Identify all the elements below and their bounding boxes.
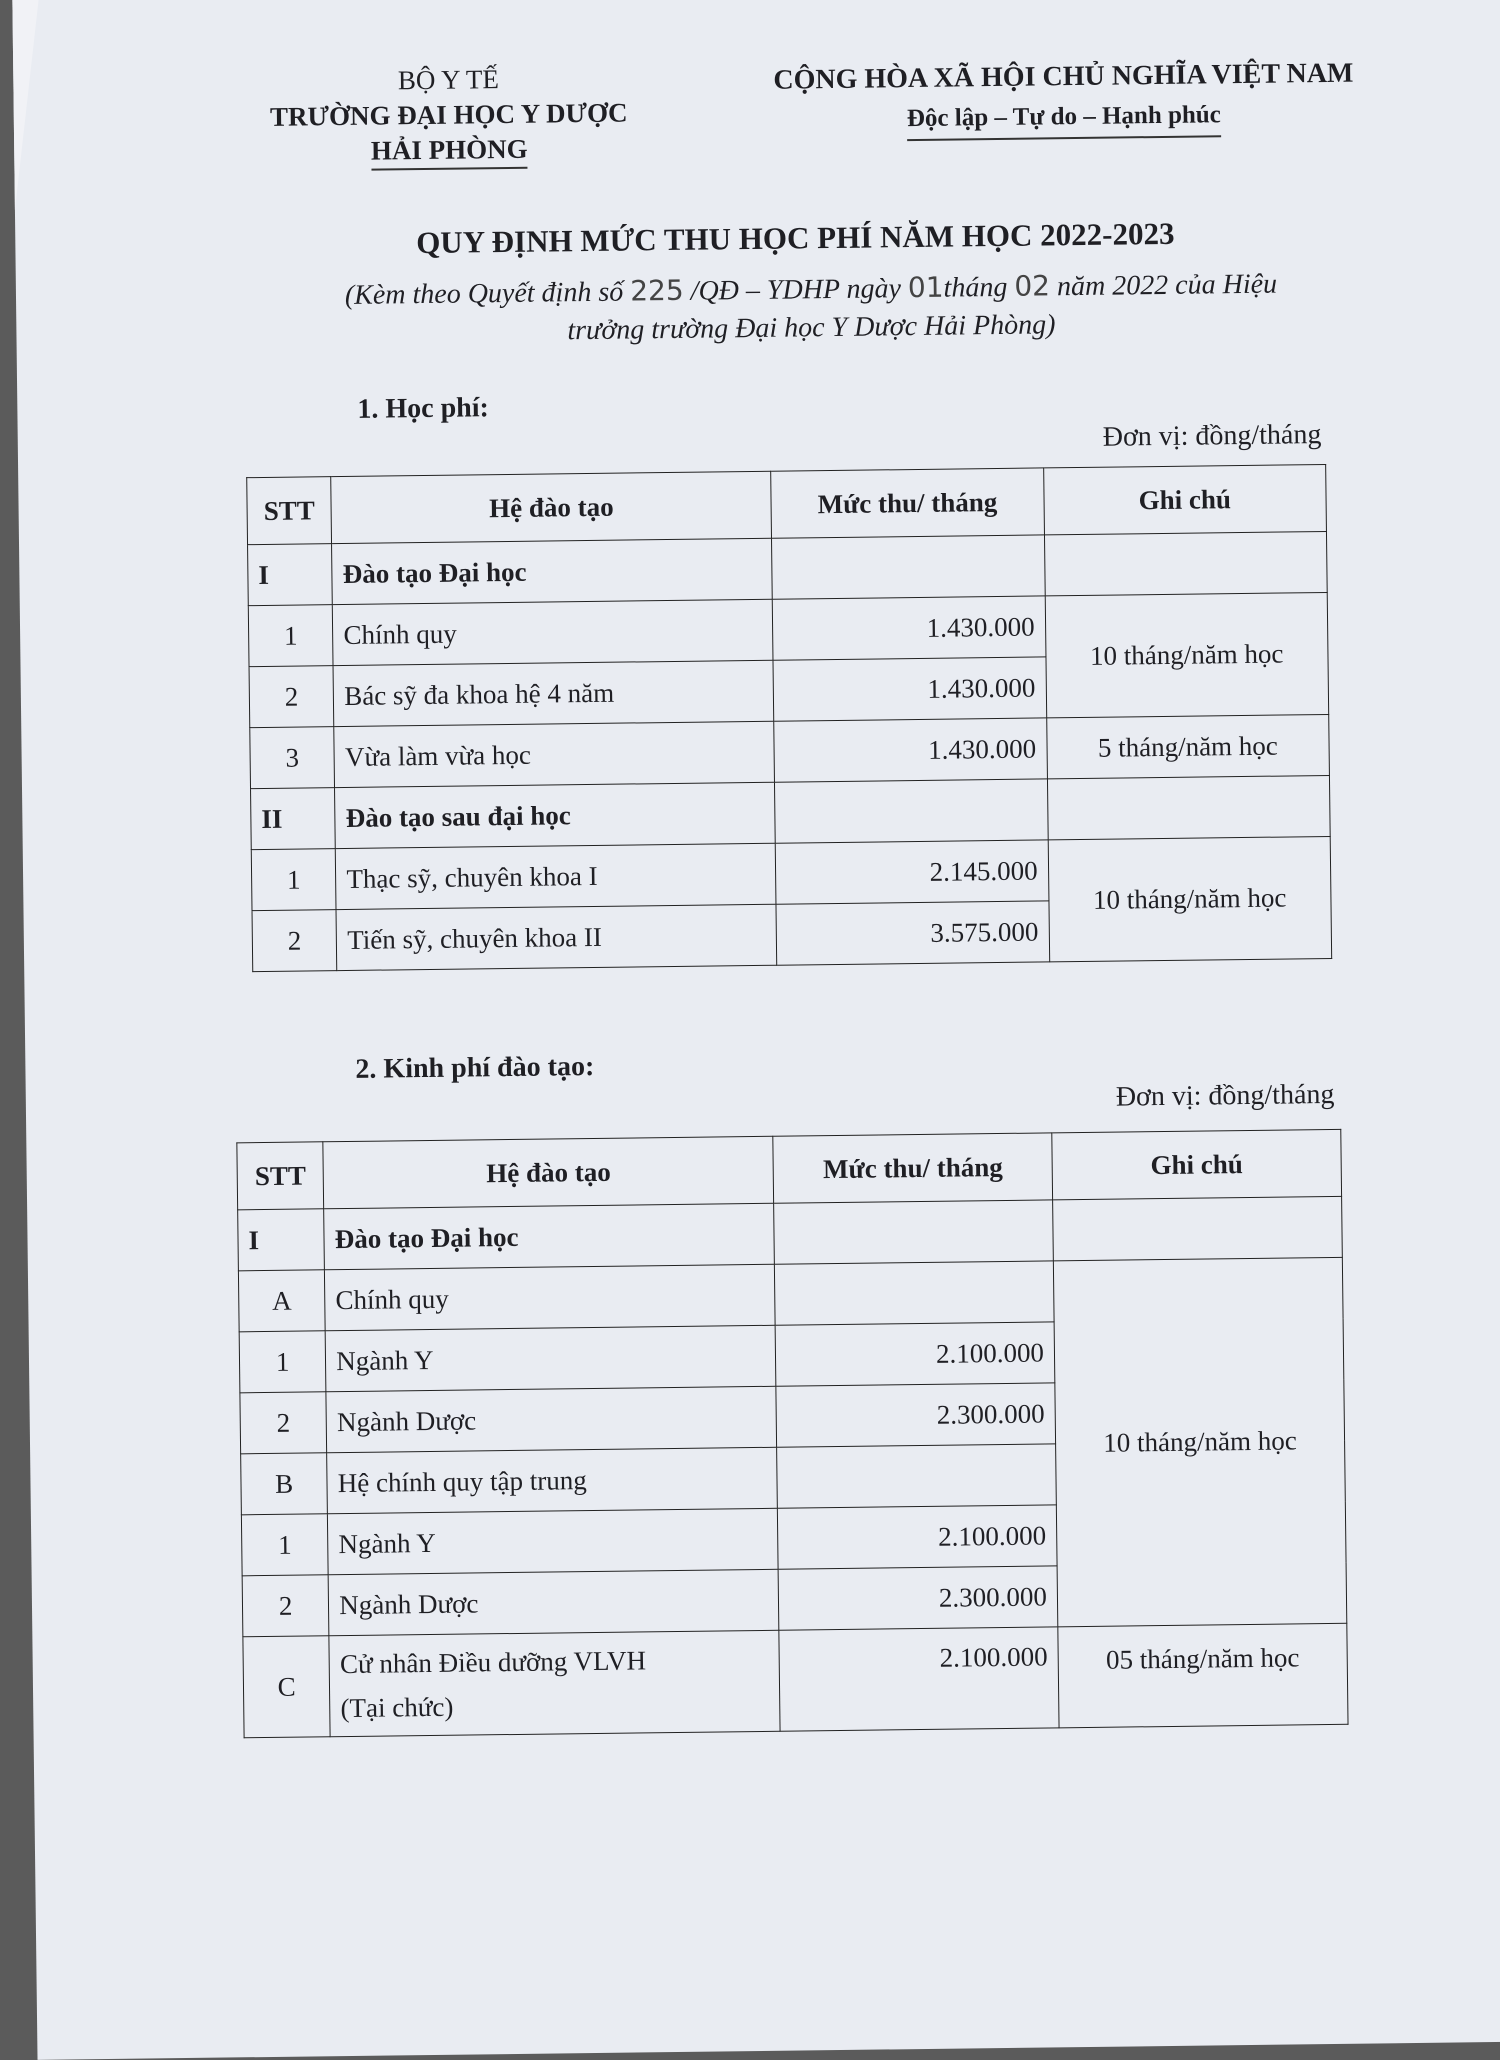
header-fee: Mức thu/ tháng	[773, 1133, 1052, 1203]
cell-stt: 2	[252, 910, 337, 972]
folded-corner	[12, 0, 45, 210]
cell-note: 10 tháng/năm học	[1045, 592, 1329, 717]
program-name: Cử nhân Điều dưỡng VLVH	[339, 1645, 647, 1680]
cell-stt: A	[238, 1270, 325, 1332]
unit-label: Đơn vị: đồng/tháng	[1102, 419, 1322, 453]
cell-fee: 1.430.000	[772, 596, 1045, 660]
cell-fee: 2.100.000	[776, 1322, 1055, 1386]
cell-stt: 2	[240, 1392, 327, 1454]
cell-program: Vừa làm vừa học	[334, 721, 775, 787]
cell-program: Ngành Y	[325, 1325, 776, 1391]
cell-fee	[775, 1261, 1054, 1325]
cell-fee: 2.145.000	[775, 840, 1048, 904]
cell-stt: II	[251, 788, 336, 850]
cell-program: Chính quy	[325, 1264, 776, 1330]
header-program: Hệ đào tạo	[323, 1136, 774, 1208]
program-name-note: (Tại chức)	[340, 1691, 454, 1724]
header-stt: STT	[237, 1142, 324, 1210]
tuition-table	[246, 464, 1332, 972]
header-note: Ghi chú	[1052, 1129, 1342, 1200]
cell-program	[329, 1630, 780, 1736]
cell-program: Chính quy	[333, 599, 774, 665]
cell-program: Đào tạo Đại học	[324, 1203, 775, 1269]
ministry-name: BỘ Y TẾ	[397, 64, 500, 96]
cell-note: 10 tháng/năm học	[1053, 1257, 1346, 1627]
subtitle-text: tháng	[943, 271, 1015, 304]
cell-stt: I	[248, 544, 333, 606]
table-row	[251, 836, 1331, 910]
cell-fee: 1.430.000	[773, 657, 1046, 721]
cell-fee	[772, 535, 1045, 599]
cell-program: Ngành Y	[328, 1508, 779, 1574]
table-row	[243, 1623, 1348, 1737]
national-motto: Độc lập – Tự do – Hạnh phúc	[907, 101, 1221, 141]
cell-program: Hệ chính quy tập trung	[327, 1447, 778, 1513]
subtitle-text: /QĐ – YDHP ngày	[683, 273, 909, 307]
cell-fee	[774, 1200, 1053, 1264]
cell-note	[1044, 531, 1327, 595]
cell-fee	[777, 1444, 1056, 1508]
cell-stt: 1	[241, 1514, 328, 1576]
document-title: QUY ĐỊNH MỨC THU HỌC PHÍ NĂM HỌC 2022-2023	[415, 215, 1175, 261]
national-header	[763, 57, 1364, 142]
section-heading: 1. Học phí:	[357, 392, 490, 425]
subtitle-text: năm 2022 của Hiệu	[1049, 268, 1278, 303]
cell-program: Bác sỹ đa khoa hệ 4 năm	[333, 660, 774, 726]
cell-stt: 1	[248, 605, 333, 667]
cell-stt: C	[243, 1636, 331, 1738]
cell-stt: 3	[250, 727, 335, 789]
cell-note: 10 tháng/năm học	[1048, 836, 1332, 961]
header-note: Ghi chú	[1043, 464, 1326, 534]
cell-note	[1047, 775, 1330, 839]
cell-stt: I	[238, 1209, 325, 1271]
document-page	[12, 0, 1500, 2060]
cell-fee: 2.100.000	[778, 1505, 1057, 1569]
country-name: CỘNG HÒA XÃ HỘI CHỦ NGHĨA VIỆT NAM	[773, 57, 1354, 96]
unit-label: Đơn vị: đồng/tháng	[1115, 1078, 1335, 1113]
cell-stt: 1	[239, 1331, 326, 1393]
cell-stt: 1	[251, 849, 336, 911]
decision-number-handwritten: 225	[630, 273, 684, 308]
cell-stt: B	[241, 1453, 328, 1515]
cell-fee: 2.300.000	[776, 1383, 1055, 1447]
cell-program: Đào tạo Đại học	[332, 538, 773, 604]
day-handwritten: 01	[907, 270, 944, 305]
table-row	[248, 592, 1328, 666]
header-fee: Mức thu/ tháng	[771, 468, 1044, 538]
university-city: HẢI PHÒNG	[371, 134, 528, 171]
month-handwritten: 02	[1014, 269, 1051, 303]
section-heading: 2. Kinh phí đào tạo:	[355, 1050, 595, 1085]
cell-program: Đào tạo sau đại học	[335, 782, 776, 848]
cell-fee: 2.100.000	[779, 1627, 1059, 1731]
header-stt: STT	[247, 477, 332, 545]
document-subtitle	[236, 263, 1387, 354]
header-program: Hệ đào tạo	[331, 471, 772, 543]
training-cost-table	[236, 1129, 1348, 1738]
cell-fee: 3.575.000	[776, 901, 1049, 965]
cell-program: Ngành Dược	[328, 1569, 779, 1635]
cell-program: Ngành Dược	[326, 1386, 777, 1452]
cell-fee: 1.430.000	[774, 718, 1047, 782]
cell-fee	[775, 779, 1048, 843]
issuer-header	[263, 62, 634, 172]
cell-note	[1053, 1196, 1343, 1261]
subtitle-text: trưởng trường Đại học Y Dược Hải Phòng)	[567, 309, 1056, 347]
table-row	[238, 1257, 1343, 1331]
cell-note: 05 tháng/năm học	[1058, 1623, 1348, 1728]
cell-fee: 2.300.000	[778, 1566, 1057, 1630]
cell-stt: 2	[242, 1575, 329, 1637]
cell-program: Tiến sỹ, chuyên khoa II	[336, 904, 777, 970]
university-name: TRƯỜNG ĐẠI HỌC Y DƯỢC	[269, 97, 628, 132]
cell-stt: 2	[249, 666, 334, 728]
cell-program: Thạc sỹ, chuyên khoa I	[336, 843, 777, 909]
cell-note: 5 tháng/năm học	[1046, 714, 1329, 778]
subtitle-text: (Kèm theo Quyết định số	[344, 276, 631, 311]
